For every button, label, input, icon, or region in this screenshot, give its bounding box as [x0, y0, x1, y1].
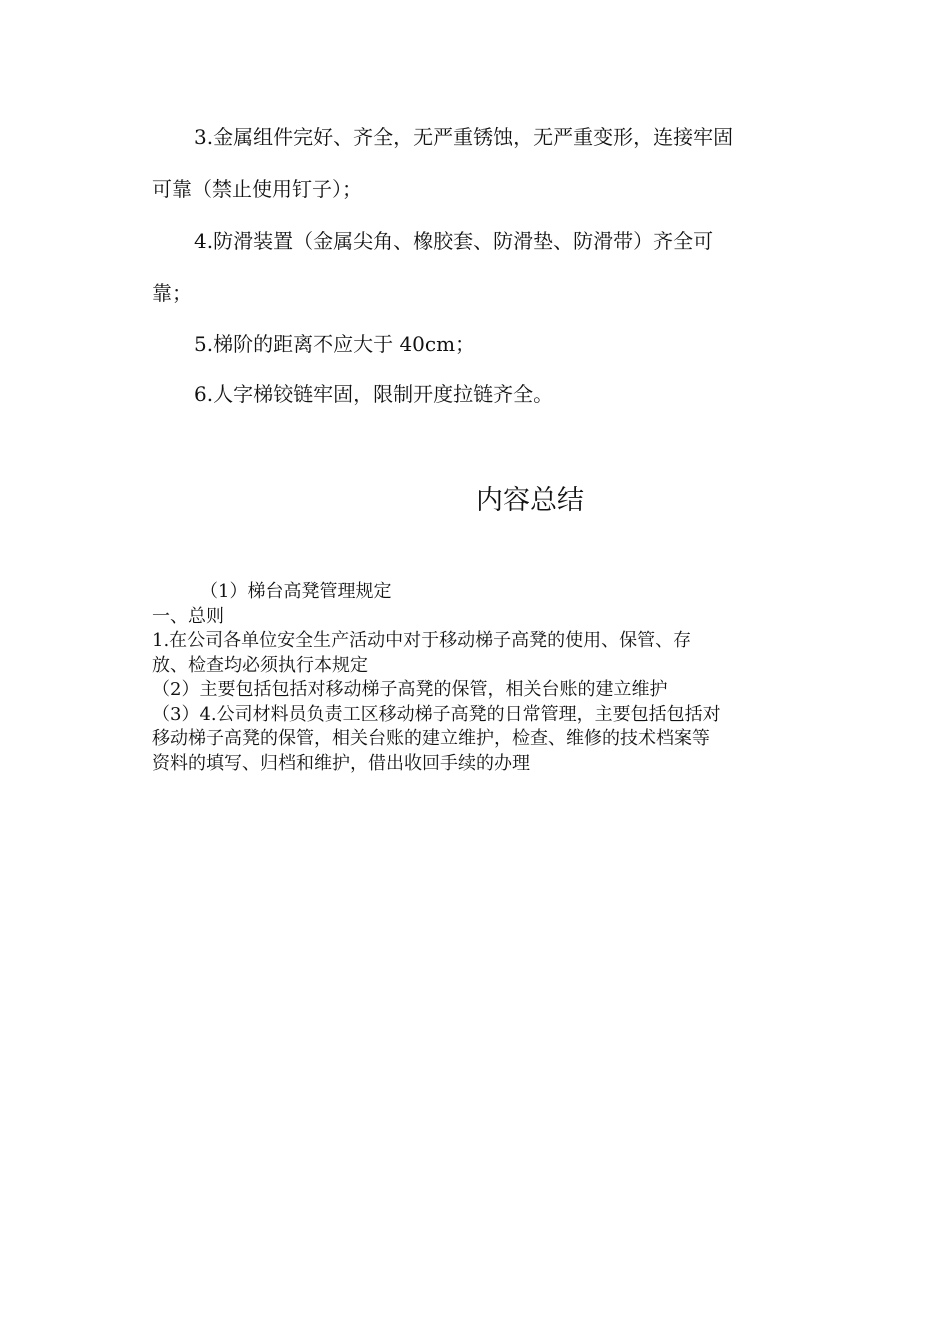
item-3-line-1: 3.金属组件完好、齐全，无严重锈蚀，无严重变形，连接牢固	[194, 125, 734, 149]
summary-line: （2）主要包括包括对移动梯子高凳的保管，相关台账的建立维护	[152, 679, 668, 700]
item-5: 5.梯阶的距离不应大于 40cm；	[194, 332, 476, 356]
summary-line: 1.在公司各单位安全生产活动中对于移动梯子高凳的使用、保管、存	[152, 630, 692, 651]
item-3-line-2: 可靠（禁止使用钉子）；	[152, 177, 362, 201]
summary-title: 内容总结	[476, 485, 584, 516]
item-4-line-2: 靠；	[152, 281, 192, 305]
summary-line: （3）4.公司材料员负责工区移动梯子高凳的日常管理，主要包括包括对	[152, 703, 721, 725]
item-4-line-1: 4.防滑装置（金属尖角、橡胶套、防滑垫、防滑带）齐全可	[194, 229, 714, 253]
summary-line: （1）梯台高凳管理规定	[200, 581, 392, 602]
summary-line: 移动梯子高凳的保管，相关台账的建立维护，检查、维修的技术档案等	[152, 728, 710, 749]
summary-block	[152, 580, 812, 776]
summary-line: 一、总则	[152, 605, 224, 627]
item-6: 6.人字梯铰链牢固，限制开度拉链齐全。	[194, 382, 554, 406]
summary-line: 放、检查均必须执行本规定	[152, 654, 368, 676]
summary-line: 资料的填写、归档和维护，借出收回手续的办理	[152, 752, 530, 774]
